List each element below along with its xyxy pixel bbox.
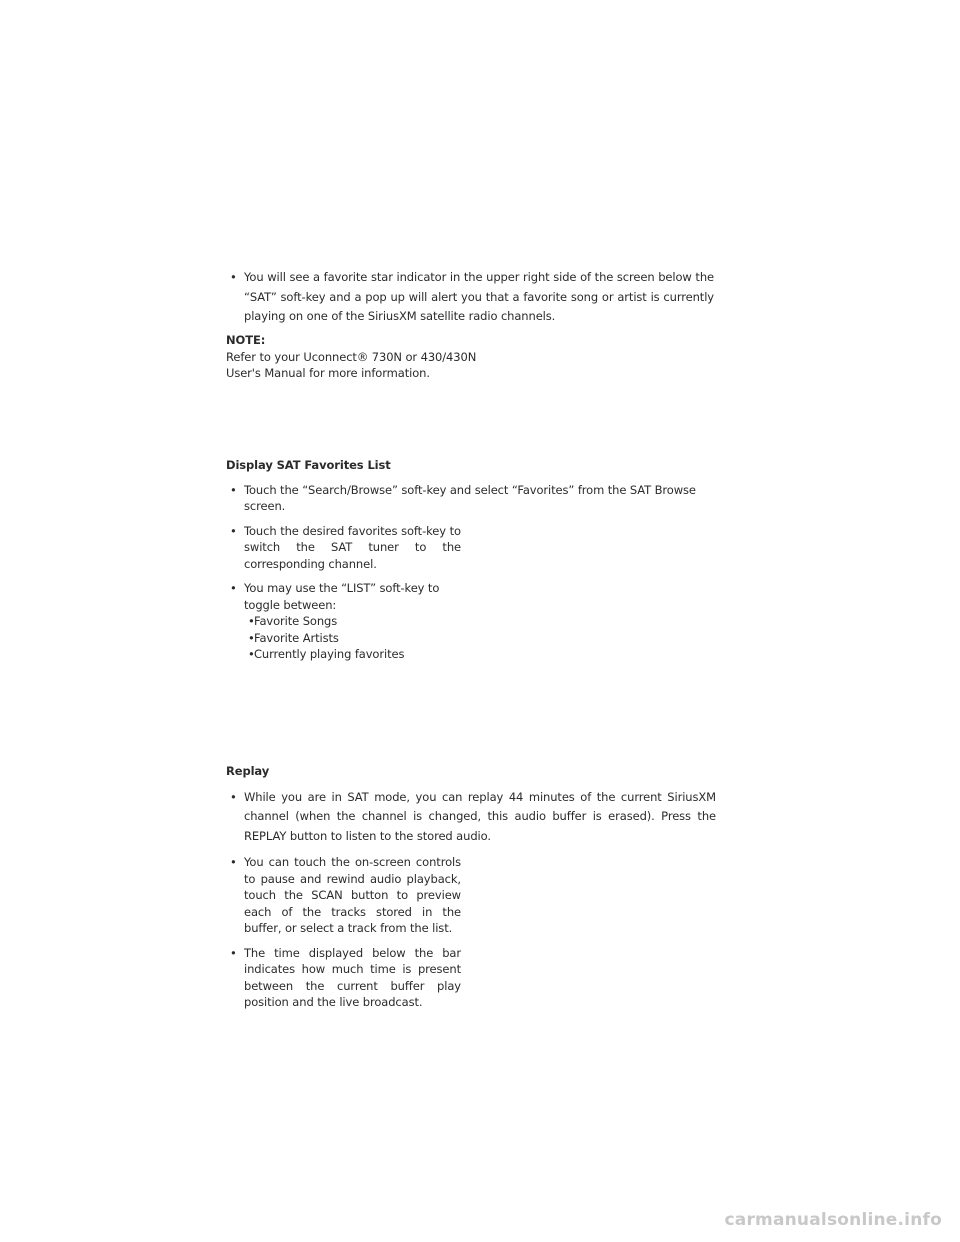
sub-list-item	[226, 613, 716, 630]
bullet-marker: •	[248, 614, 255, 628]
bullet-marker: •	[230, 482, 237, 497]
favorite-indicator-section	[226, 268, 714, 327]
list-item	[226, 482, 716, 515]
bullet-marker: •	[230, 523, 237, 538]
list-item	[226, 268, 714, 327]
replay-section	[226, 763, 716, 1011]
bullet-marker: •	[230, 581, 237, 595]
bullet-text: While you are in SAT mode, you can replay 44 minutes of the current SiriusXM channel (when the channel is changed, this audio buffer is erased). Press the REPLAY button to listen to the stored audio.	[244, 789, 716, 843]
list-item	[226, 854, 461, 937]
sub-item-text: Favorite Artists	[254, 630, 339, 645]
bullet-text: The time displayed below the bar indicates how much time is present between the current buffer play position and the live broadcast.	[244, 945, 461, 1009]
note-block	[226, 332, 526, 382]
sub-list-item	[226, 630, 716, 647]
list-item	[226, 580, 461, 613]
bullet-marker: •	[230, 945, 237, 960]
bullet-text: Touch the desired favorites soft-key to switch the SAT tuner to the corresponding channel.	[244, 523, 461, 571]
bullet-marker: •	[230, 855, 237, 869]
note-line: User's Manual for more information.	[226, 366, 430, 380]
favorites-list-section	[226, 457, 716, 663]
section-heading: Display SAT Favorites List	[226, 458, 391, 472]
sub-item-text: Currently playing favorites	[254, 647, 405, 661]
bullet-marker: •	[248, 630, 255, 645]
list-item	[226, 788, 716, 847]
sub-item-text: Favorite Songs	[254, 614, 338, 628]
bullet-marker: •	[230, 789, 237, 804]
bullet-text: You can touch the on-screen controls to pause and rewind audio playback, touch the SCAN button to preview each of the tracks stored in the buffer, or select a track from the list.	[244, 855, 461, 935]
bullet-marker: •	[248, 647, 255, 661]
note-line: Refer to your Uconnect® 730N or 430/430N	[226, 349, 477, 364]
sub-list-item	[226, 646, 716, 663]
list-item	[226, 945, 461, 1011]
bullet-marker: •	[230, 270, 237, 284]
bullet-text: You may use the “LIST” soft-key to toggle between:	[244, 581, 440, 612]
bullet-text: Touch the “Search/Browse” soft-key and select “Favorites” from the SAT Browse screen.	[244, 482, 696, 513]
bullet-text: You will see a favorite star indicator in the upper right side of the screen below the “SAT” soft-key and a pop up will alert you that a favorite song or artist is currently playing on one of the SiriusXM satellite radio channels.	[244, 270, 714, 323]
list-item	[226, 523, 461, 573]
section-heading: Replay	[226, 764, 270, 778]
watermark-text: carmanualsonline.info	[724, 1210, 942, 1230]
note-label: NOTE:	[226, 333, 266, 347]
